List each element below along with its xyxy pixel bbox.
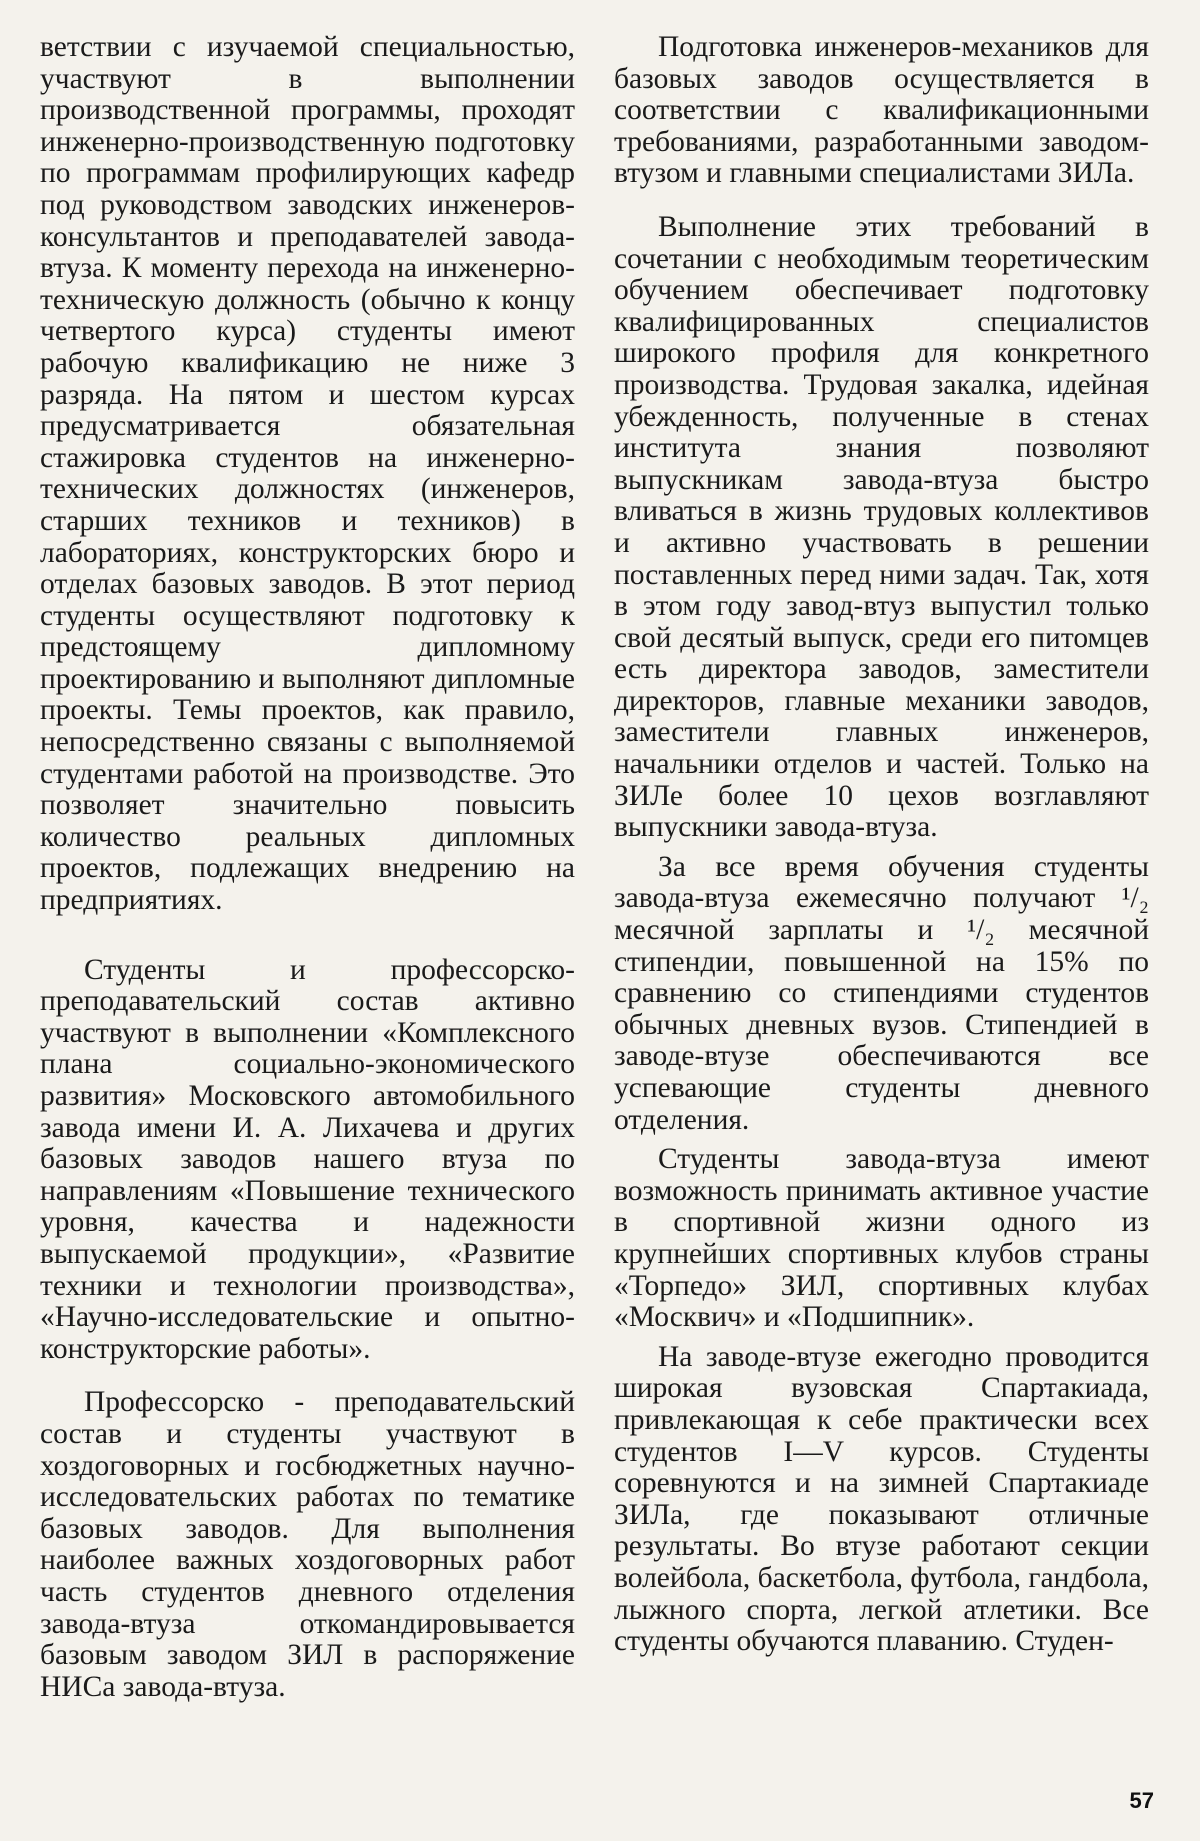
paragraph-stipend: За все время обучения студенты завода-втуза ежемесячно получают ¹/₂ месячной зарплаты и ¹/₂ месячной стипендии, повышенной на 15% по сравнению со стипендиями студентов обычных дневных вузов. Стипендией в заводе-втузе обеспечиваются все успевающие студенты дневного отделения. <box>614 850 1149 1136</box>
paragraph-training: Подготовка инженеров-механиков для базовых заводов осуществляется в соответствии с квалификационными требованиями, разработанными заводом-втузом и главными специалистами ЗИЛа. <box>614 31 1149 190</box>
left-text-column <box>40 32 575 1703</box>
page-number: 57 <box>1129 1788 1154 1813</box>
paragraph-sports-clubs: Студенты завода-втуза имеют возможность принимать активное участие в спортивной жизни одного из крупнейших спортивных клубов страны «Торпедо» ЗИЛ, спортивных клубах «Москвич» и «Подшипник». <box>614 1143 1149 1334</box>
right-text-column <box>614 32 1149 1658</box>
paragraph-requirements: Выполнение этих требований в сочетании с необходимым теоретическим обучением обеспечивает подготовку квалифицированных специалистов широкого профиля для конкретного производства. Трудовая закалка, идейная убежденность, полученные в стенах института знания позволяют выпускникам завода-втуза быстро вливаться в жизнь трудовых коллективов и активно участвовать в решении поставленных перед ними задач. Так, хотя в этом году завод-втуз выпустил только свой десятый выпуск, среди его питомцев есть директора заводов, заместители директоров, главные механики заводов, заместители главных инженеров, начальники отделов и частей. Только на ЗИЛе более 10 цехов возглавляют выпускники завода-втуза. <box>614 210 1149 844</box>
paragraph-spartakiad: На заводе-втузе ежегодно проводится широкая вузовская Спартакиада, привлекающая к себе практически всех студентов I—V курсов. Студенты соревнуются и на зимней Спартакиаде ЗИЛа, где показывают отличные результаты. Во втузе работают секции волейбола, баскетбола, футбола, гандбола, лыжного спорта, легкой атлетики. Все студенты обучаются плаванию. Студен- <box>614 1340 1149 1658</box>
paragraph-research: Профессорско - преподавательский состав и студенты участвуют в хоздоговорных и госбюджетных научно-исследовательских работах по тематике базовых заводов. Для выполнения наиболее важных хоздоговорных работ часть студентов дневного отделения завода-втуза откомандировывается базовым заводом ЗИЛ в распоряжение НИСа завода-втуза. <box>40 1386 575 1703</box>
paragraph-continuation: ветствии с изучаемой специальностью, участвуют в выполнении производственной программы, проходят инженерно-производственную подготовку по программам профилирующих кафедр под руководством заводских инженеров-консультантов и преподавателей завода-втуза. К моменту перехода на инженерно-техническую должность (обычно к концу четвертого курса) студенты имеют рабочую квалификацию не ниже 3 разряда. На пятом и шестом курсах предусматривается обязательная стажировка студентов на инженерно-технических должностях (инженеров, старших техников и техников) в лабораториях, конструкторских бюро и отделах базовых заводов. В этот период студенты осуществляют подготовку к предстоящему дипломному проектированию и выполняют дипломные проекты. Темы проектов, как правило, непосредственно связаны с выполняемой студентами работой на производстве. Это позволяет значительно повысить количество реальных дипломных проектов, подлежащих внедрению на предприятиях. <box>40 31 575 917</box>
paragraph-participation: Студенты и профессорско-преподавательский состав активно участвуют в выполнении «Комплексного плана социально-экономического развития» Московского автомобильного завода имени И. А. Лихачева и других базовых заводов нашего втуза по направлениям «Повышение технического уровня, качества и надежности выпускаемой продукции», «Развитие техники и технологии производства», «Научно-исследовательские и опытно-конструкторские работы». <box>40 953 575 1365</box>
